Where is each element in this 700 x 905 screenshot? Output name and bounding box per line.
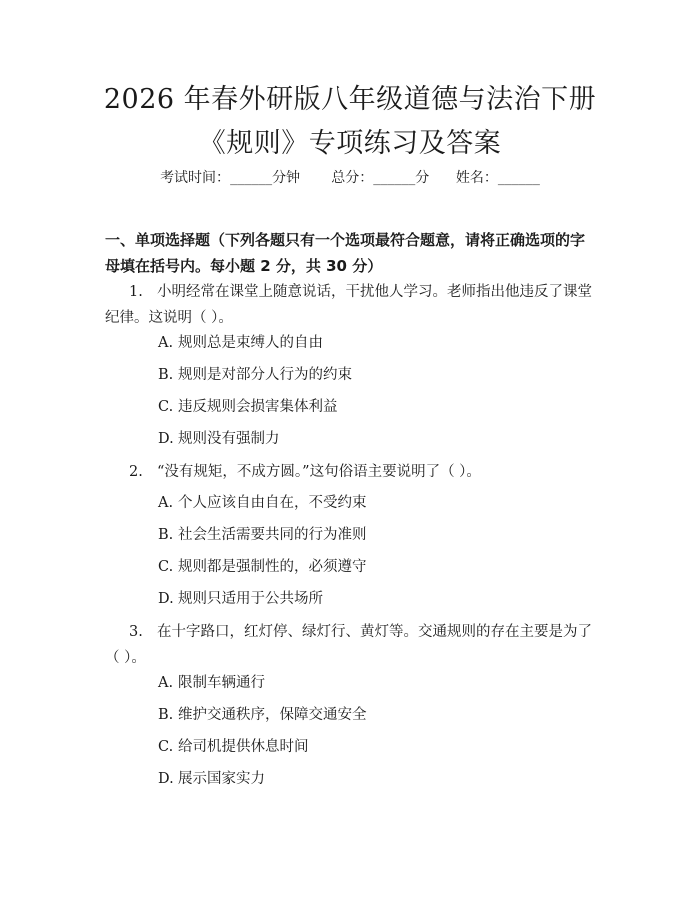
- option-2a: [158, 493, 598, 513]
- option-3a: [158, 673, 598, 693]
- option-3b: [158, 705, 598, 725]
- exam-time-unit: 分钟: [272, 170, 301, 186]
- option-3c: [158, 737, 598, 757]
- option-letter: D.: [158, 431, 174, 447]
- document-title: 2026 年春外研版八年级道德与法治下册《规则》专项练习及答案: [103, 84, 597, 159]
- option-text: 违反规则会损害集体利益: [178, 399, 338, 415]
- option-2d: [158, 589, 598, 609]
- option-letter: D.: [158, 591, 174, 607]
- option-text: 限制车辆通行: [178, 675, 265, 691]
- option-text: 给司机提供休息时间: [178, 739, 309, 755]
- option-text: 规则是对部分人行为的约束: [178, 367, 352, 383]
- option-2b: [158, 525, 598, 545]
- question-number: 2.: [129, 464, 143, 480]
- option-text: 维护交通秩序，保障交通安全: [178, 707, 367, 723]
- option-text: 个人应该自由自在，不受约束: [178, 495, 367, 511]
- question-stem: “没有规矩，不成方圆。”这句俗语主要说明了（ ）。: [157, 464, 481, 480]
- option-letter: C.: [158, 399, 174, 415]
- option-text: 社会生活需要共同的行为准则: [178, 527, 367, 543]
- option-letter: C.: [158, 739, 174, 755]
- option-2c: [158, 557, 598, 577]
- question-3: [105, 619, 597, 671]
- exam-time-label: 考试时间：: [160, 170, 231, 186]
- option-letter: B.: [158, 707, 174, 723]
- score-unit: 分: [415, 170, 430, 186]
- question-number: 1.: [129, 284, 143, 300]
- option-letter: A.: [158, 495, 174, 511]
- option-text: 规则只适用于公共场所: [178, 591, 323, 607]
- section-heading: 一、单项选择题（下列各题只有一个选项最符合题意，请将正确选项的字母填在括号内。每小题 2 分，共 30 分）: [105, 231, 586, 275]
- option-3d: [158, 769, 598, 789]
- option-letter: C.: [158, 559, 174, 575]
- option-text: 规则没有强制力: [178, 431, 280, 447]
- option-letter: A.: [158, 675, 174, 691]
- score-blank: ______: [373, 170, 416, 186]
- question-number: 3.: [129, 624, 143, 640]
- option-letter: A.: [158, 335, 174, 351]
- option-text: 规则都是强制性的，必须遵守: [178, 559, 367, 575]
- exam-meta-line: [0, 168, 700, 188]
- exam-time-blank: ______: [230, 170, 273, 186]
- question-2: [105, 459, 597, 485]
- name-blank: ______: [497, 170, 540, 186]
- option-1a: [158, 333, 598, 353]
- question-stem: 小明经常在课堂上随意说话，干扰他人学习。老师指出他违反了课堂纪律。这说明（ ）。: [105, 284, 592, 326]
- name-label: 姓名：: [455, 170, 498, 186]
- option-letter: B.: [158, 367, 174, 383]
- option-text: 规则总是束缚人的自由: [178, 335, 323, 351]
- option-1b: [158, 365, 598, 385]
- option-letter: B.: [158, 527, 174, 543]
- question-stem: 在十字路口，红灯停、绿灯行、黄灯等。交通规则的存在主要是为了（ ）。: [105, 624, 592, 666]
- option-text: 展示国家实力: [178, 771, 265, 787]
- score-label: 总分：: [331, 170, 374, 186]
- option-1d: [158, 429, 598, 449]
- option-letter: D.: [158, 771, 174, 787]
- question-1: [105, 279, 597, 331]
- option-1c: [158, 397, 598, 417]
